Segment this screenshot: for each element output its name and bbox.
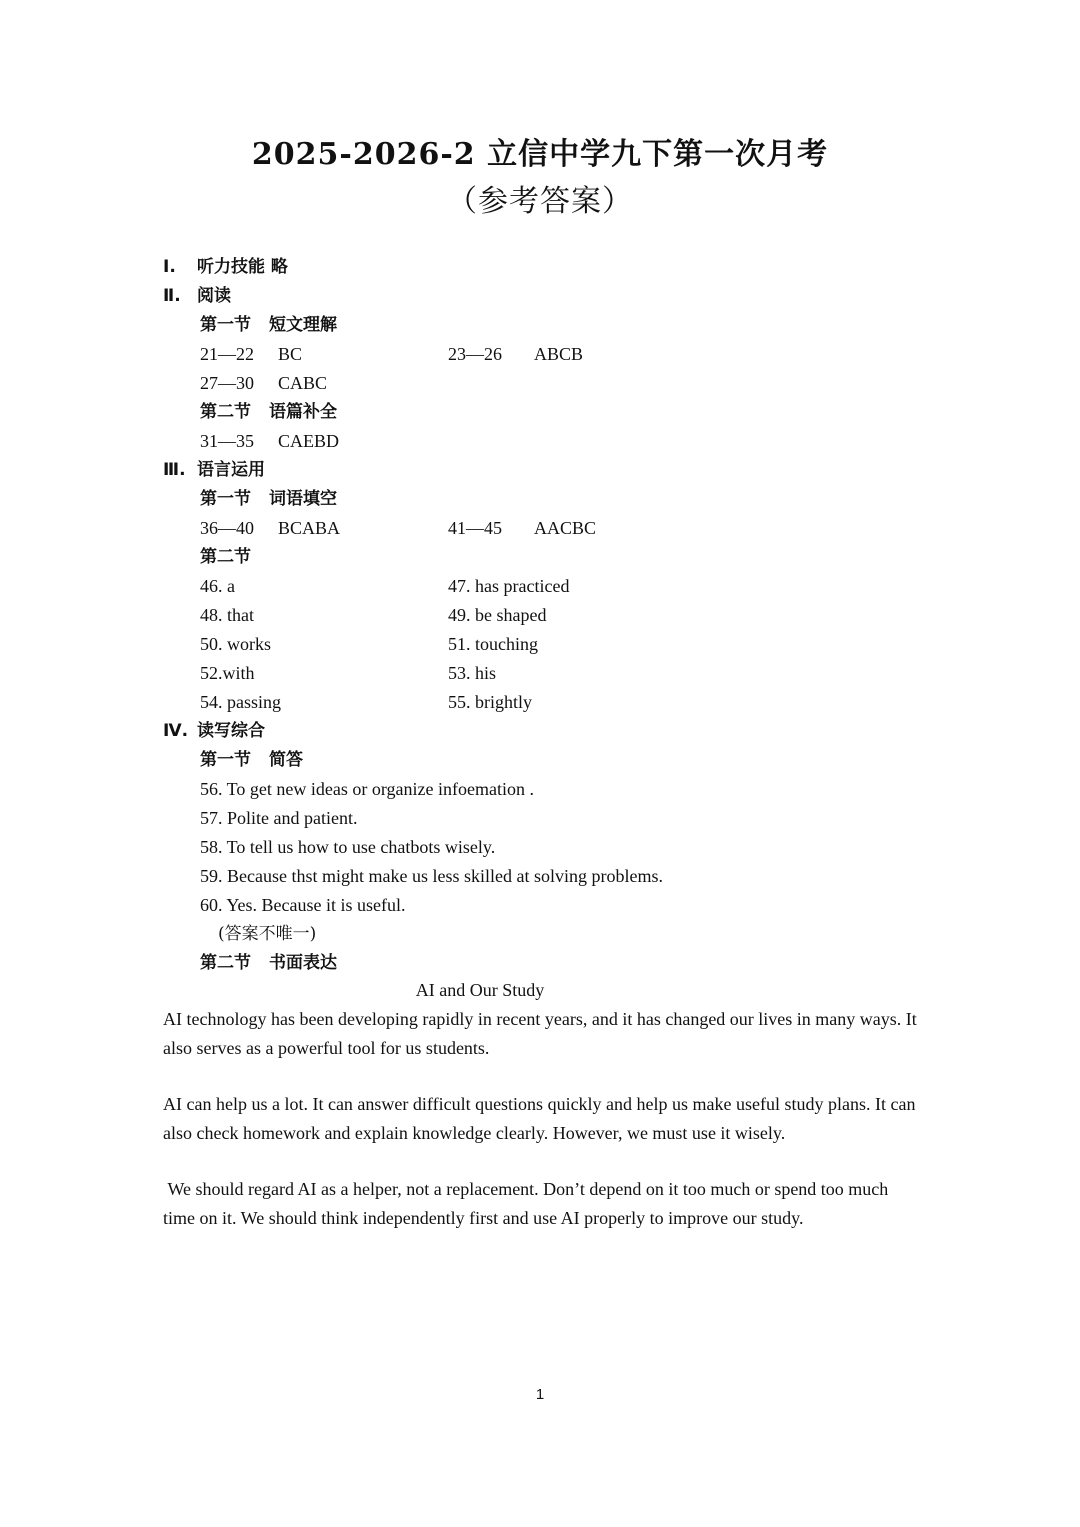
answer-row [200,428,339,454]
answer-row [200,370,327,396]
part-4-section-2 [200,950,337,976]
answer-value: AACBC [534,518,597,538]
part-3-section-1 [200,486,337,512]
section-label: 第二节 [200,402,251,422]
part-3-numeral: Ⅲ. [163,460,186,480]
section-label: 第二节 [200,953,251,973]
part-4-heading [163,718,265,744]
answer-range: 31—35 [200,431,254,451]
answer-row [448,341,583,367]
answer-range: 27—30 [200,373,254,393]
answer-value: BCABA [278,518,341,538]
fill-answer: 51. touching [448,634,538,654]
section-label: 第一节 [200,750,251,770]
answer-range: 23—26 [448,344,502,364]
part-2-section-1 [200,312,337,338]
answer-row [200,341,302,367]
section-label: 第二节 [200,547,251,567]
answer-note: (答案不唯一) [218,924,317,944]
section-name: 简答 [269,750,303,770]
answer-range: 36—40 [200,518,254,538]
fill-answer: 53. his [448,663,497,683]
section-name: 语篇补全 [269,402,337,422]
essay-paragraph-1: AI technology has been developing rapidly in recent years, and it has changed our lives in many ways. It also serves as a powerful tool for us students. [163,1009,917,1058]
fill-answer: 52.with [200,663,255,683]
part-1-label: 听力技能 略 [197,257,288,277]
essay-paragraph-3: We should regard AI as a helper, not a replacement. Don’t depend on it too much or spend too much time on it. We should think independently first and use AI properly to improve our study. [163,1179,893,1228]
page-number: 1 [535,1386,545,1403]
fill-answer: 48. that [200,605,254,625]
essay-title: AI and Our Study [415,980,545,1000]
fill-answer: 55. brightly [448,692,532,712]
part-2-heading [163,283,231,309]
part-1-heading [163,254,288,280]
fill-answer: 54. passing [200,692,281,712]
answer-value: CAEBD [278,431,340,451]
short-answer: 57. Polite and patient. [200,808,358,828]
fill-answer: 49. be shaped [448,605,547,625]
answer-value: ABCB [534,344,584,364]
short-answer: 60. Yes. Because it is useful. [200,895,406,915]
answer-row [448,515,596,541]
short-answer: 58. To tell us how to use chatbots wisely. [200,837,496,857]
part-2-numeral: Ⅱ. [163,286,181,306]
part-3-heading [163,457,265,483]
section-label: 第一节 [200,315,251,335]
answer-range: 21—22 [200,344,254,364]
part-4-label: 读写综合 [197,721,265,741]
section-name: 书面表达 [269,953,337,973]
short-answer: 59. Because thst might make us less skilled at solving problems. [200,866,663,886]
section-name: 短文理解 [269,315,337,335]
fill-answer: 46. a [200,576,235,596]
short-answer: 56. To get new ideas or organize infoemation . [200,779,534,799]
fill-answer: 47. has practiced [448,576,570,596]
part-4-numeral: Ⅳ. [163,721,189,741]
essay-paragraph-2: AI can help us a lot. It can answer difficult questions quickly and help us make useful study plans. It can also check homework and explain knowledge clearly. However, we must use it wisely. [163,1094,916,1143]
part-2-section-2 [200,399,337,425]
part-3-section-2 [200,544,251,570]
page-title: 2025-2026-2 立信中学九下第一次月考 [251,137,829,172]
answer-row [200,515,340,541]
answer-value: BC [278,344,303,364]
answer-value: CABC [278,373,328,393]
section-label: 第一节 [200,489,251,509]
part-4-section-1 [200,747,303,773]
part-2-label: 阅读 [197,286,231,306]
fill-answer: 50. works [200,634,271,654]
part-1-numeral: Ⅰ. [163,257,176,277]
answer-range: 41—45 [448,518,502,538]
page-subtitle: （参考答案） [447,184,633,219]
part-3-label: 语言运用 [197,460,265,480]
section-name: 词语填空 [269,489,337,509]
